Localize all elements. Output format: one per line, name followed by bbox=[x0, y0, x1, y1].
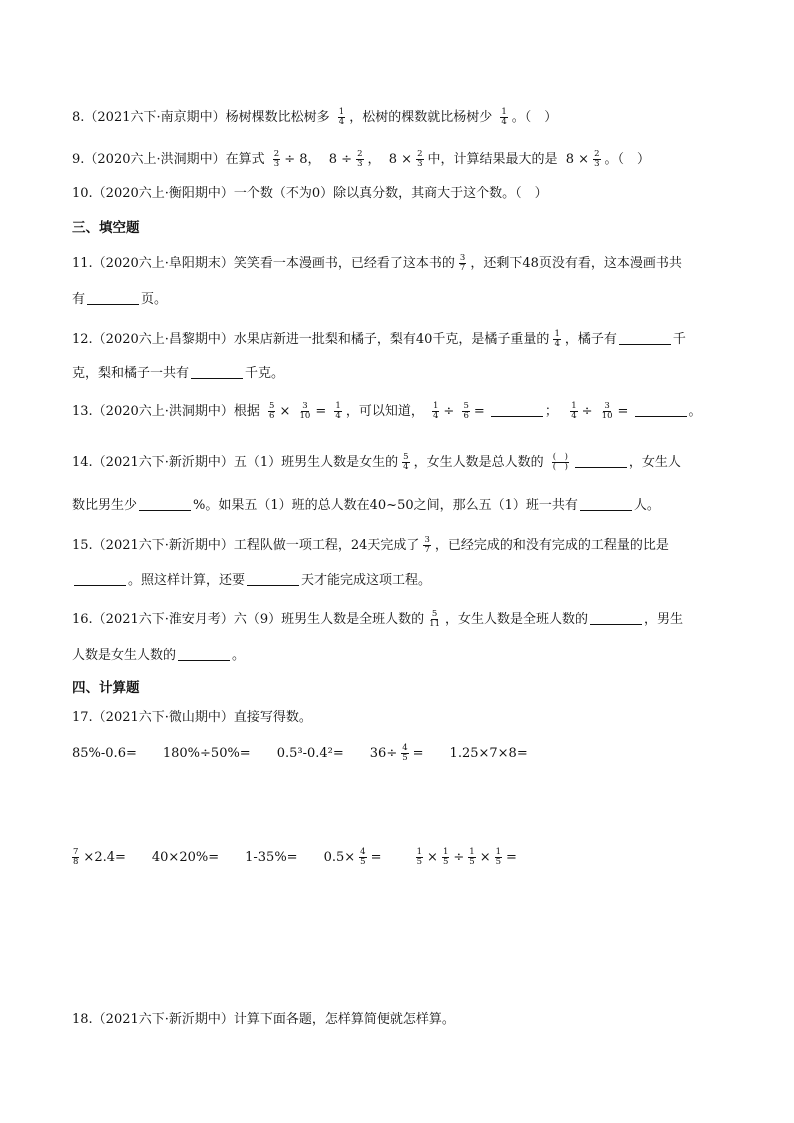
fraction: $\frac{1}{4}$ bbox=[335, 401, 341, 421]
fraction: $\frac{1}{4}$ bbox=[554, 329, 560, 349]
question-14-cont: 数比男生少 %。如果五（1）班的总人数在40~50之间，那么五（1）班一共有 人。 bbox=[72, 498, 660, 513]
answer-parens[interactable]: 。（ ） bbox=[604, 152, 651, 167]
question-15: 15.（2021六下·新沂期中）工程队做一项工程，24天完成了 $\frac{3}{7}$ ，已经完成的和没有完成的工程量的比是 bbox=[72, 535, 669, 555]
fraction: $\frac{4}{5}$ bbox=[360, 847, 366, 867]
fraction: $\frac{1}{4}$ bbox=[338, 107, 345, 127]
question-16: 16.（2021六下·淮安月考）六（9）班男生人数是全班人数的 $\frac{5}{11}$ ，女生人数是全班人数的 ，男生 bbox=[72, 609, 684, 629]
fraction: $\frac{5}{11}$ bbox=[429, 609, 440, 629]
fraction: $\frac{5}{6}$ bbox=[463, 401, 469, 421]
question-16-cont: 人数是女生人数的 。 bbox=[72, 648, 246, 663]
fraction: $\frac{3}{7}$ bbox=[424, 535, 430, 555]
question-14: 14.（2021六下·新沂期中）五（1）班男生人数是女生的 $\frac{5}{4}$ ，女生人数是总人数的 $\frac{( )}{( )}$ ，女生人 bbox=[72, 452, 681, 472]
question-12-cont: 克，梨和橘子一共有 千克。 bbox=[72, 366, 285, 381]
question-11: 11.（2020六上·阜阳期末）笑笑看一本漫画书，已经看了这本书的 $\frac{3}{7}$ ，还剩下48页没有看，这本漫画书共 bbox=[72, 253, 682, 273]
question-13: 13.（2020六上·洪洞期中）根据 $\frac{5}{6}$ × $\frac{3}{10}$ = $\frac{1}{4}$ ，可以知道， $\frac{1}{4}$ ÷ $\frac{5}{6}$ = ； $\frac{1}{4}$ ÷ $\frac{3}{10}$ = 。 bbox=[72, 401, 702, 421]
answer-blank[interactable] bbox=[74, 573, 126, 586]
fraction: $\frac{2}{3}$ bbox=[417, 149, 423, 169]
fraction: $\frac{1}{5}$ bbox=[416, 847, 423, 867]
fraction: $\frac{1}{4}$ bbox=[571, 401, 577, 421]
calc-row-2: $\frac{7}{8}$ ×2.4= 40×20%= 1-35%= 0.5× $\frac{4}{5}$ = $\frac{1}{5}$ × $\frac{1}{5}$ ÷ $\frac{1}{5}$ × $\frac{1}{5}$ = bbox=[73, 847, 517, 867]
question-8: 8.（2021六下·南京期中）杨树棵数比松树多 $\frac{1}{4}$ ，松树的棵数就比杨树少 $\frac{1}{4}$ 。（ ） bbox=[72, 107, 558, 127]
fraction: $\frac{2}{3}$ bbox=[357, 149, 363, 169]
fraction: $\frac{2}{3}$ bbox=[594, 149, 600, 169]
answer-blank[interactable] bbox=[178, 648, 230, 661]
question-15-cont: 。照这样计算，还要 天才能完成这项工程。 bbox=[72, 573, 431, 589]
answer-blank[interactable] bbox=[491, 404, 543, 417]
answer-blank[interactable] bbox=[590, 612, 642, 625]
fraction: $\frac{7}{8}$ bbox=[73, 847, 79, 867]
fraction: $\frac{3}{10}$ bbox=[601, 401, 613, 421]
section-heading-calculation: 四、计算题 bbox=[72, 680, 140, 696]
fraction: $\frac{5}{6}$ bbox=[269, 401, 275, 421]
question-17: 17.（2021六下·微山期中）直接写得数。 bbox=[72, 710, 312, 725]
question-11-cont: 有 页。 bbox=[72, 292, 168, 307]
question-12: 12.（2020六上·昌黎期中）水果店新进一批梨和橘子，梨有40千克，是橘子重量的 $\frac{1}{4}$ ，橘子有 千 bbox=[72, 329, 686, 349]
fraction: $\frac{1}{4}$ bbox=[501, 107, 507, 127]
answer-blank[interactable] bbox=[635, 404, 687, 417]
answer-blank[interactable] bbox=[87, 292, 139, 305]
answer-blank[interactable] bbox=[580, 498, 632, 511]
answer-blank[interactable] bbox=[191, 366, 243, 379]
calc-row-1: 85%-0.6= 180%÷50%= 0.5³-0.4²= 36÷ $\frac{4}{5}$ = 1.25×7×8= bbox=[72, 743, 528, 763]
fraction: $\frac{3}{10}$ bbox=[299, 401, 311, 421]
answer-blank[interactable] bbox=[575, 455, 627, 468]
question-9: 9.（2020六上·洪洞期中）在算式 $\frac{2}{3}$ ÷ 8， 8 ÷ $\frac{2}{3}$ ， 8 × $\frac{2}{3}$ 中，计算结果最大的是 8 × $\frac{2}{3}$ 。（ ） bbox=[72, 149, 651, 169]
fraction: $\frac{5}{4}$ bbox=[403, 452, 409, 472]
fraction: $\frac{1}{5}$ bbox=[442, 847, 449, 867]
fraction: $\frac{3}{7}$ bbox=[459, 253, 466, 273]
fraction: $\frac{4}{5}$ bbox=[402, 743, 408, 763]
answer-blank[interactable] bbox=[139, 498, 191, 511]
fraction: $\frac{1}{5}$ bbox=[495, 847, 502, 867]
question-10: 10.（2020六上·衡阳期中）一个数（不为0）除以真分数，其商大于这个数。（ ） bbox=[72, 186, 548, 201]
answer-parens[interactable]: 。（ ） bbox=[511, 110, 558, 125]
question-source: 8.（2021六下·南京期中） bbox=[72, 110, 226, 125]
question-source: 9.（2020六上·洪洞期中） bbox=[72, 152, 226, 167]
section-heading-fill-blank: 三、填空题 bbox=[72, 220, 140, 236]
fraction: $\frac{1}{5}$ bbox=[469, 847, 475, 867]
answer-blank[interactable] bbox=[247, 573, 299, 586]
question-18: 18.（2021六下·新沂期中）计算下面各题，怎样算简便就怎样算。 bbox=[72, 1012, 455, 1027]
fraction: $\frac{2}{3}$ bbox=[273, 149, 280, 169]
fraction: $\frac{1}{4}$ bbox=[432, 401, 439, 421]
fraction-blank[interactable]: $\frac{( )}{( )}$ bbox=[552, 452, 568, 472]
answer-blank[interactable] bbox=[619, 332, 671, 345]
